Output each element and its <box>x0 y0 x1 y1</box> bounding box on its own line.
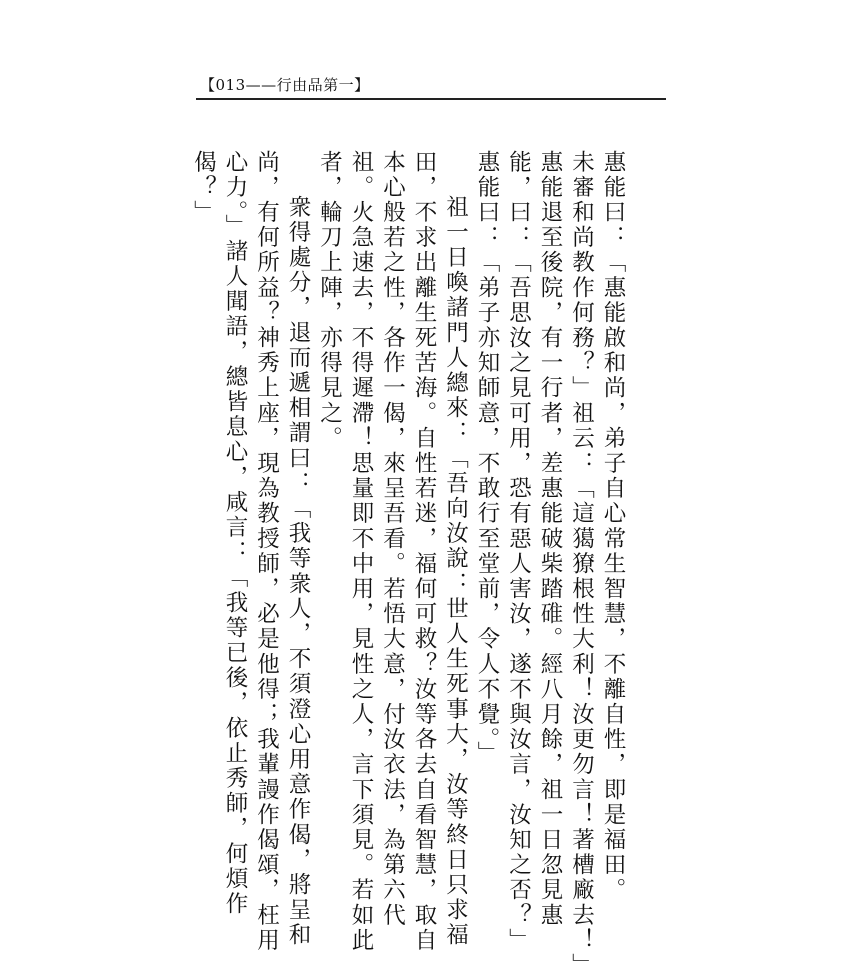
header-separator: —— <box>245 76 277 94</box>
header-open-bracket: 【 <box>200 76 216 94</box>
text-column: 尚，有何所益？神秀上座，現為教授師，必是他得；我輩謾作偈頌，枉用 <box>253 150 280 954</box>
text-column: 能，曰：「吾思汝之見可用，恐有惡人害汝，遂不與汝言，汝知之否？」 <box>505 150 532 954</box>
text-column: 偈？」 <box>190 150 217 226</box>
body-text <box>190 150 628 978</box>
page-number: 013 <box>215 76 246 94</box>
text-column: 田，不求出離生死苦海。自性若迷，福何可救？汝等各去自看智慧，取自 <box>411 150 437 954</box>
text-column: 惠能曰：「惠能啟和尚，弟子自心常生智慧，不離自性，即是福田。 <box>600 150 626 903</box>
text-column: 衆得處分，退而遞相謂曰：「我等衆人，不須澄心用意作偈，將呈和 <box>285 195 311 948</box>
text-column: 未審和尚教作何務？」祖云：「這獦獠根性大利！汝更勿言！著槽廠去！」 <box>568 150 595 978</box>
text-column: 本心般若之性，各作一偈，來呈吾看。若悟大意，付汝衣法，為第六代 <box>379 150 406 929</box>
page-header <box>200 74 370 95</box>
text-column: 祖。火急速去，不得遲滯！思量即不中用，見性之人，言下須見。若如此 <box>348 150 374 954</box>
text-column: 心力。」諸人聞語，總皆息心，咸言：「我等已後，依止秀師，何煩作 <box>222 150 248 917</box>
text-column: 惠能退至後院，有一行者，差惠能破柴踏碓。經八月餘，祖一日忽見惠 <box>537 150 563 929</box>
header-rule <box>196 98 666 100</box>
chapter-title: 行由品第一 <box>276 76 355 94</box>
text-column: 者，輪刀上陣，亦得見之。 <box>316 150 343 452</box>
text-column: 祖一日喚諸門人總來：「吾向汝說：世人生死事大，汝等終日只求福 <box>442 195 469 948</box>
header-close-bracket: 】 <box>354 76 370 94</box>
text-column: 惠能曰：「弟子亦知師意，不敢行至堂前，令人不覺。」 <box>474 150 500 767</box>
